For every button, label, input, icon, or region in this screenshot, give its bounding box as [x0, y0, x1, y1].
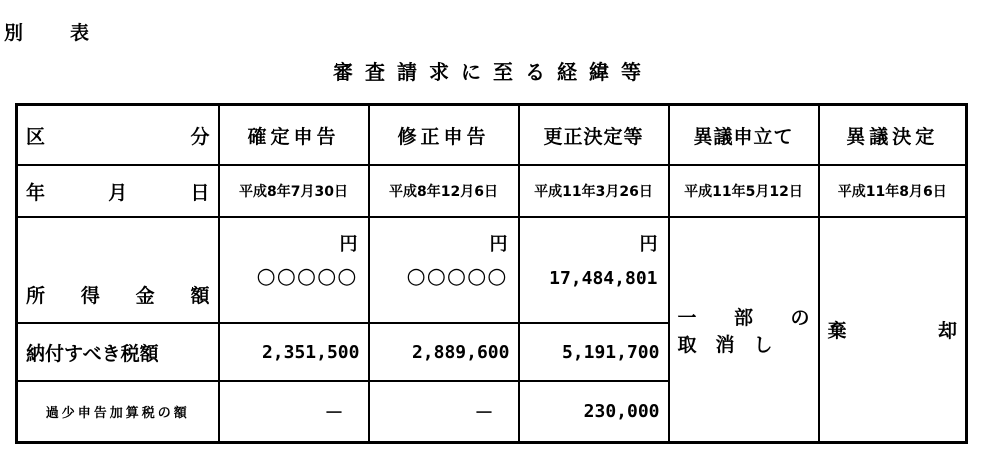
date-cell: 平成11年8月6日 [819, 165, 967, 217]
header-igi-moushitate: 異議申立て [669, 105, 819, 166]
date-cell: 平成8年12月6日 [369, 165, 519, 217]
income-amount: 17,484,801 [549, 268, 658, 289]
history-table [15, 103, 968, 444]
income-cell [219, 217, 369, 323]
yen-unit: 円 [639, 234, 658, 255]
tax-amount: 2,351,500 [219, 323, 369, 381]
penalty-amount: － [219, 381, 369, 443]
income-row [17, 217, 967, 323]
date-cell: 平成8年7月30日 [219, 165, 369, 217]
objection-result-line1: 一部の [677, 306, 810, 329]
date-row [17, 165, 967, 217]
kubun-header: 区 分 [17, 105, 219, 166]
decision-result: 棄 却 [827, 320, 957, 342]
income-cell [369, 217, 519, 323]
header-shusei-shinkoku: 修正申告 [369, 105, 519, 166]
tax-amount: 5,191,700 [519, 323, 669, 381]
header-kosei-kettei: 更正決定等 [519, 105, 669, 166]
tax-row-label: 納付すべき税額 [17, 323, 219, 381]
header-igi-kettei: 異議決定 [819, 105, 967, 166]
income-row-label: 所 得 金 額 [17, 217, 219, 323]
penalty-amount: － [369, 381, 519, 443]
income-cell [519, 217, 669, 323]
penalty-row-label: 過少申告加算税の額 [17, 381, 219, 443]
header-kakutei-shinkoku: 確定申告 [219, 105, 369, 166]
decision-result-cell [819, 217, 967, 443]
date-cell: 平成11年3月26日 [519, 165, 669, 217]
yen-unit: 円 [339, 234, 358, 255]
objection-result-line2: 取消し [677, 333, 773, 356]
yen-unit: 円 [489, 234, 508, 255]
penalty-amount: 230,000 [519, 381, 669, 443]
date-row-label: 年 月 日 [17, 165, 219, 217]
table-header-row [17, 105, 967, 166]
income-amount: ○○○○○ [256, 264, 358, 289]
date-cell: 平成11年5月12日 [669, 165, 819, 217]
annex-label: 別 表 [4, 22, 104, 44]
document-title: 審査請求に至る経緯等 [333, 60, 653, 84]
income-amount: ○○○○○ [406, 264, 508, 289]
tax-amount: 2,889,600 [369, 323, 519, 381]
objection-result-cell [669, 217, 819, 443]
